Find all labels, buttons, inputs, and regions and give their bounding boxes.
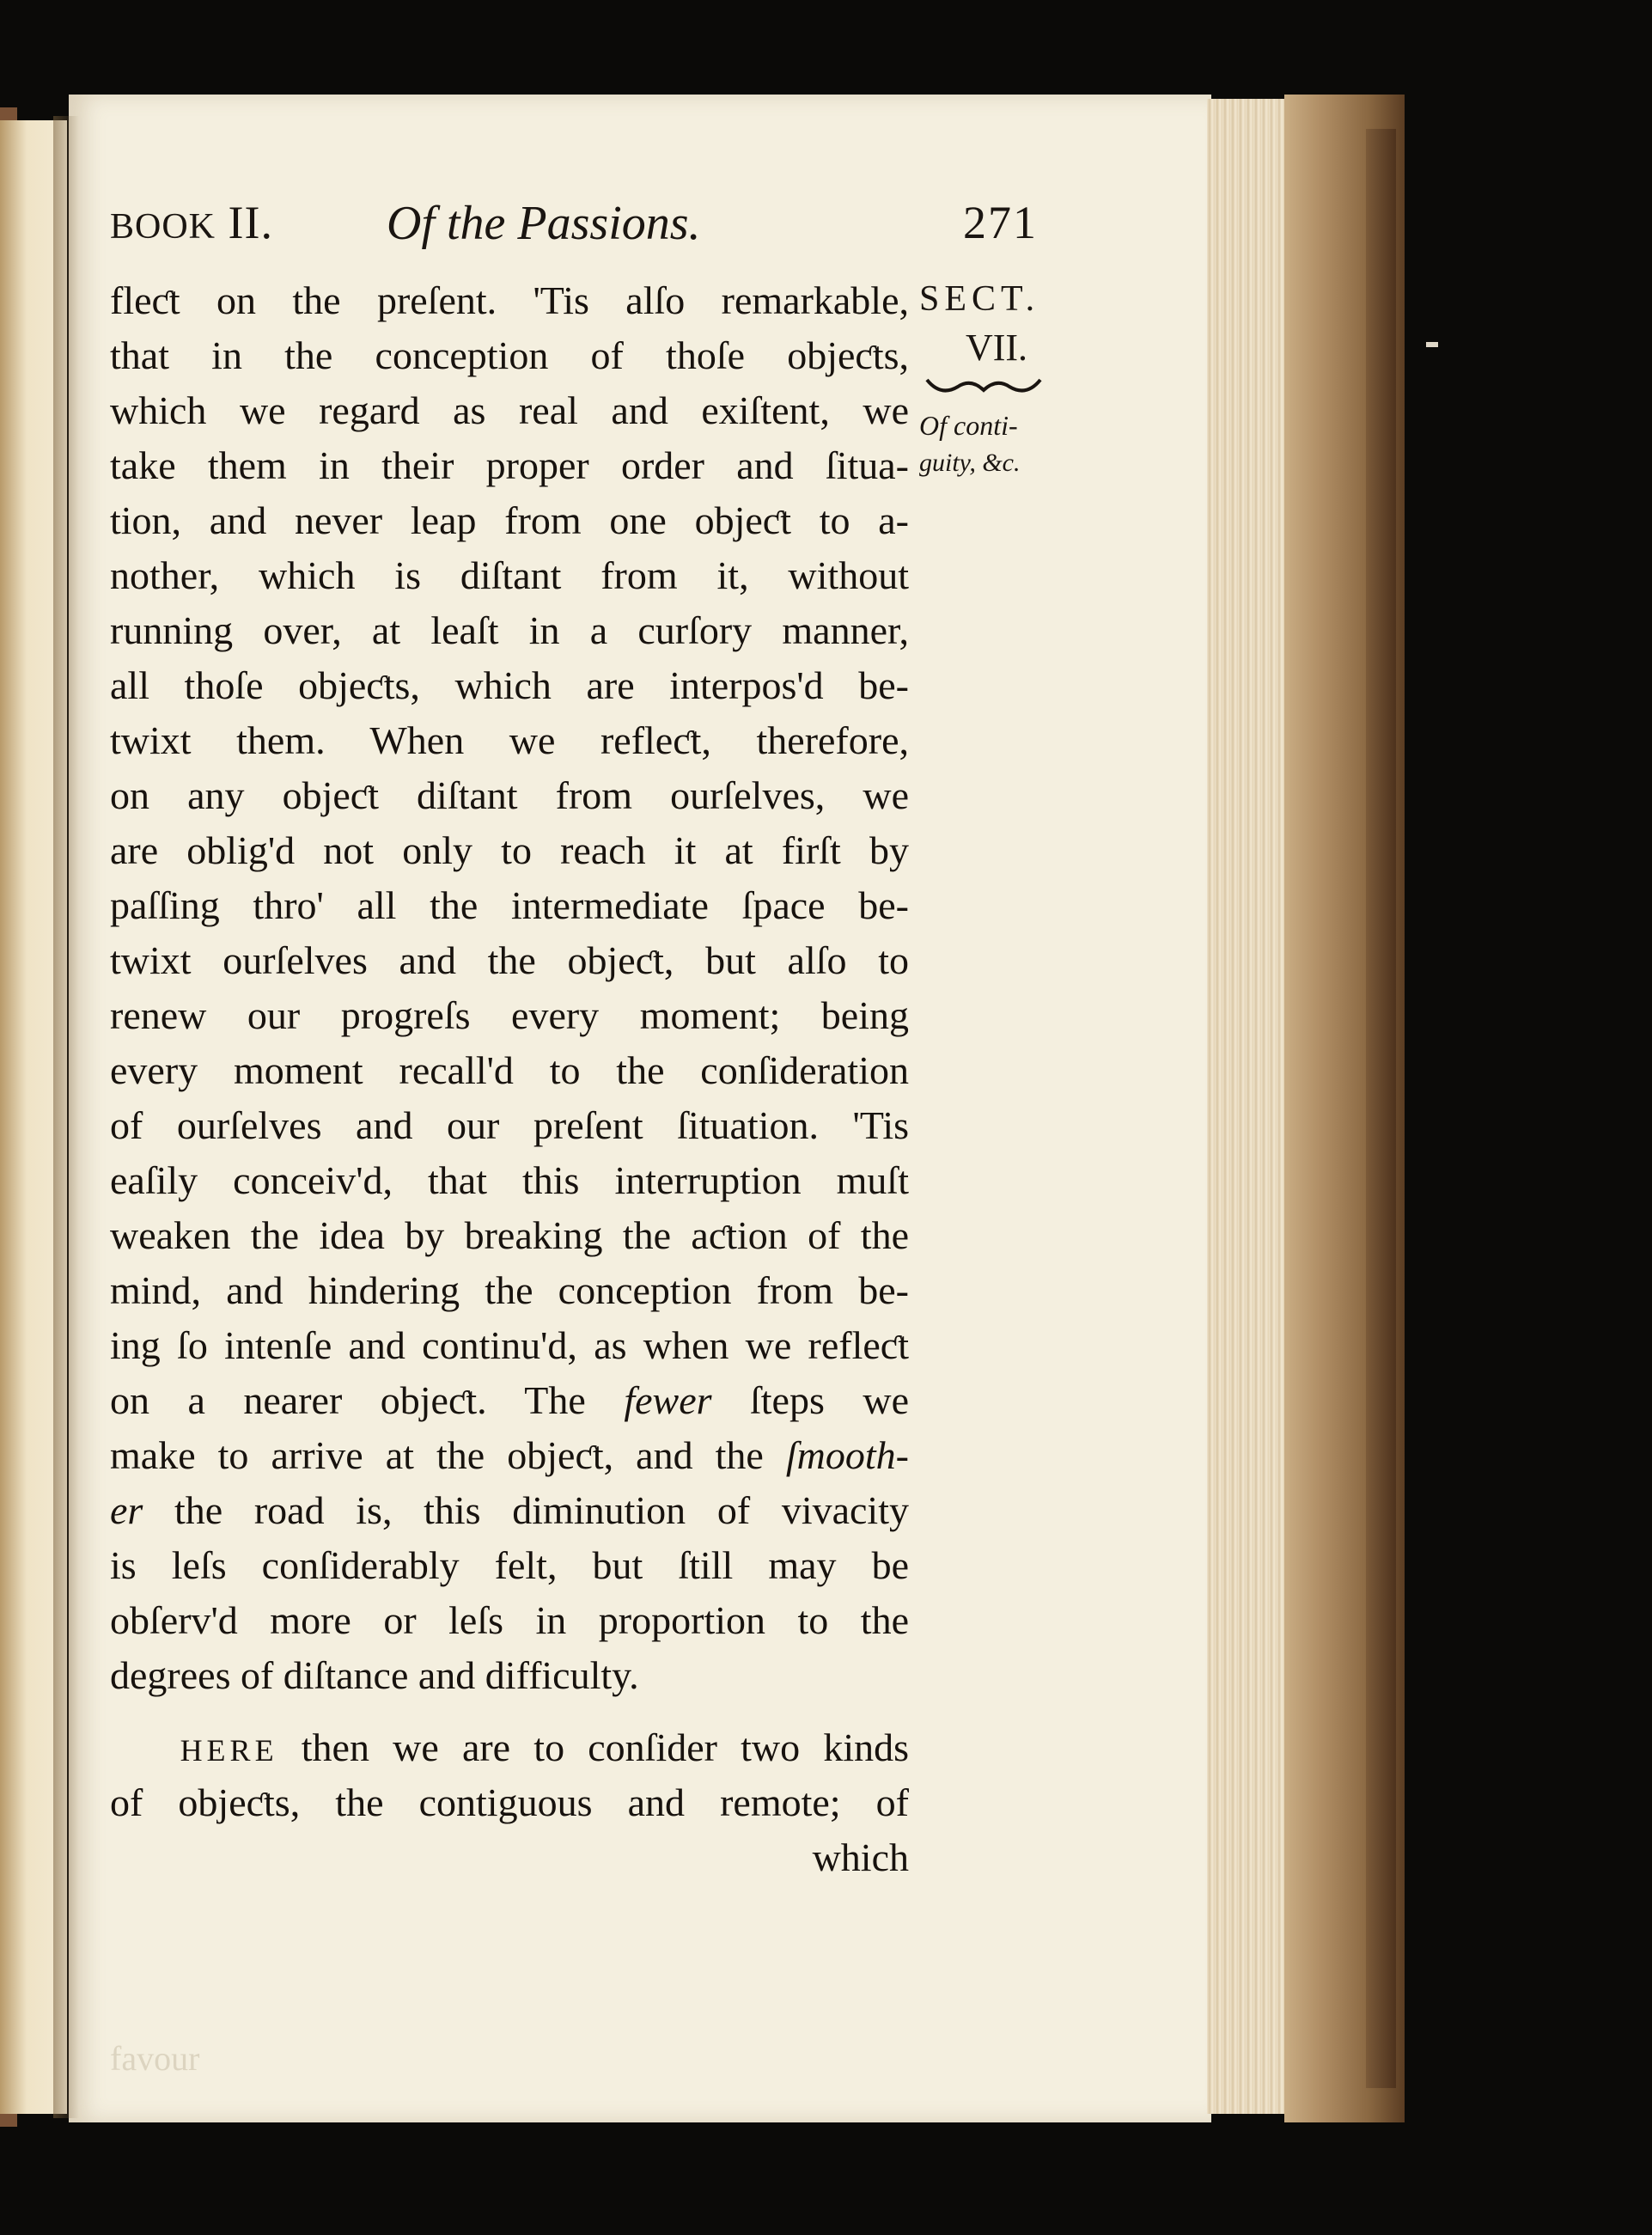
text-line-mixed (110, 1483, 909, 1538)
text-segment: ſteps we (750, 1378, 909, 1422)
small-caps-word: HERE (180, 1733, 278, 1768)
text-line: twixt them. When we refleƈt, therefore, (110, 718, 909, 762)
margin-note (919, 273, 1057, 482)
text-line: nother, which is diſtant from it, without (110, 553, 909, 597)
text-line: of objeƈts, the contiguous and remote; of (110, 1780, 909, 1824)
edge-mark (1426, 342, 1438, 347)
page-fore-edge (1207, 99, 1284, 2114)
text-line: ing ſo intenſe and continu'd, as when we refleƈt (110, 1323, 909, 1367)
italic-word: er (110, 1488, 143, 1532)
book-number: II. (228, 197, 273, 248)
ornament-brace-icon (924, 371, 1044, 402)
text-line-mixed (110, 1428, 909, 1483)
text-segment: on a nearer objeƈt. The (110, 1378, 586, 1422)
text-line-mixed (110, 1373, 909, 1428)
body-text (110, 273, 909, 1885)
text-line: eaſily conceiv'd, that this interruption muſt (110, 1158, 909, 1202)
cover-edge (1366, 129, 1396, 2088)
bleed-through-text: favour (110, 2039, 200, 2078)
catchword: which (812, 1835, 909, 1879)
text-line: running over, at leaſt in a curſory manner, (110, 608, 909, 652)
italic-word: ſmooth- (785, 1433, 909, 1477)
section-label: SECT. (919, 279, 1040, 319)
text-line: are oblig'd not only to reach it at firſt by (110, 828, 909, 872)
text-segment: the road is, this diminution of vivacity (174, 1488, 909, 1532)
text-line: of ourſelves and our preſent ſituation. 'Tis (110, 1103, 909, 1147)
italic-word: fewer (624, 1378, 712, 1422)
text-line: mind, and hindering the conception from be- (110, 1268, 909, 1312)
text-line: degrees of diſtance and difficulty. (110, 1653, 639, 1697)
margin-note-line-1: Of conti- (919, 410, 1018, 441)
text-line: weaken the idea by breaking the aƈtion of the (110, 1213, 909, 1257)
text-line: fleƈt on the preſent. 'Tis alſo remarkable, (110, 278, 909, 322)
page-number: 271 (963, 197, 1038, 248)
text-line: which we regard as real and exiſtent, we (110, 388, 909, 432)
text-segment: then we are to conſider two kinds (301, 1725, 910, 1769)
text-line: all thoſe objeƈts, which are interpos'd be- (110, 663, 909, 707)
text-line: that in the conception of thoſe objeƈts, (110, 333, 909, 377)
margin-note-line-2: guity, &c. (919, 449, 1021, 477)
text-line: every moment recall'd to the conſideration (110, 1048, 909, 1092)
text-line: obſerv'd more or leſs in proportion to the (110, 1598, 909, 1642)
gutter-shadow (53, 116, 79, 2118)
text-line: tion, and never leap from one objeƈt to a- (110, 498, 909, 542)
header-title: Of the Passions. (387, 197, 701, 250)
paragraph-indent (110, 1725, 180, 1769)
header-book-label (110, 196, 273, 249)
text-line-mixed (110, 1720, 909, 1775)
text-line: is leſs conſiderably felt, but ſtill may be (110, 1543, 909, 1587)
text-line: paſſing thro' all the intermediate ſpace be- (110, 883, 909, 927)
text-line: twixt ourſelves and the objeƈt, but alſo to (110, 938, 909, 982)
section-number: VII. (965, 327, 1028, 369)
text-line: renew our progreſs every moment; being (110, 993, 909, 1037)
text-line: on any objeƈt diſtant from ourſelves, we (110, 773, 909, 817)
text-segment: make to arrive at the objeƈt, and the (110, 1433, 764, 1477)
book-word: BOOK (110, 207, 216, 247)
paragraph-gap (110, 1703, 909, 1720)
running-header (110, 196, 1038, 265)
text-line: take them in their proper order and ſitua- (110, 443, 909, 487)
